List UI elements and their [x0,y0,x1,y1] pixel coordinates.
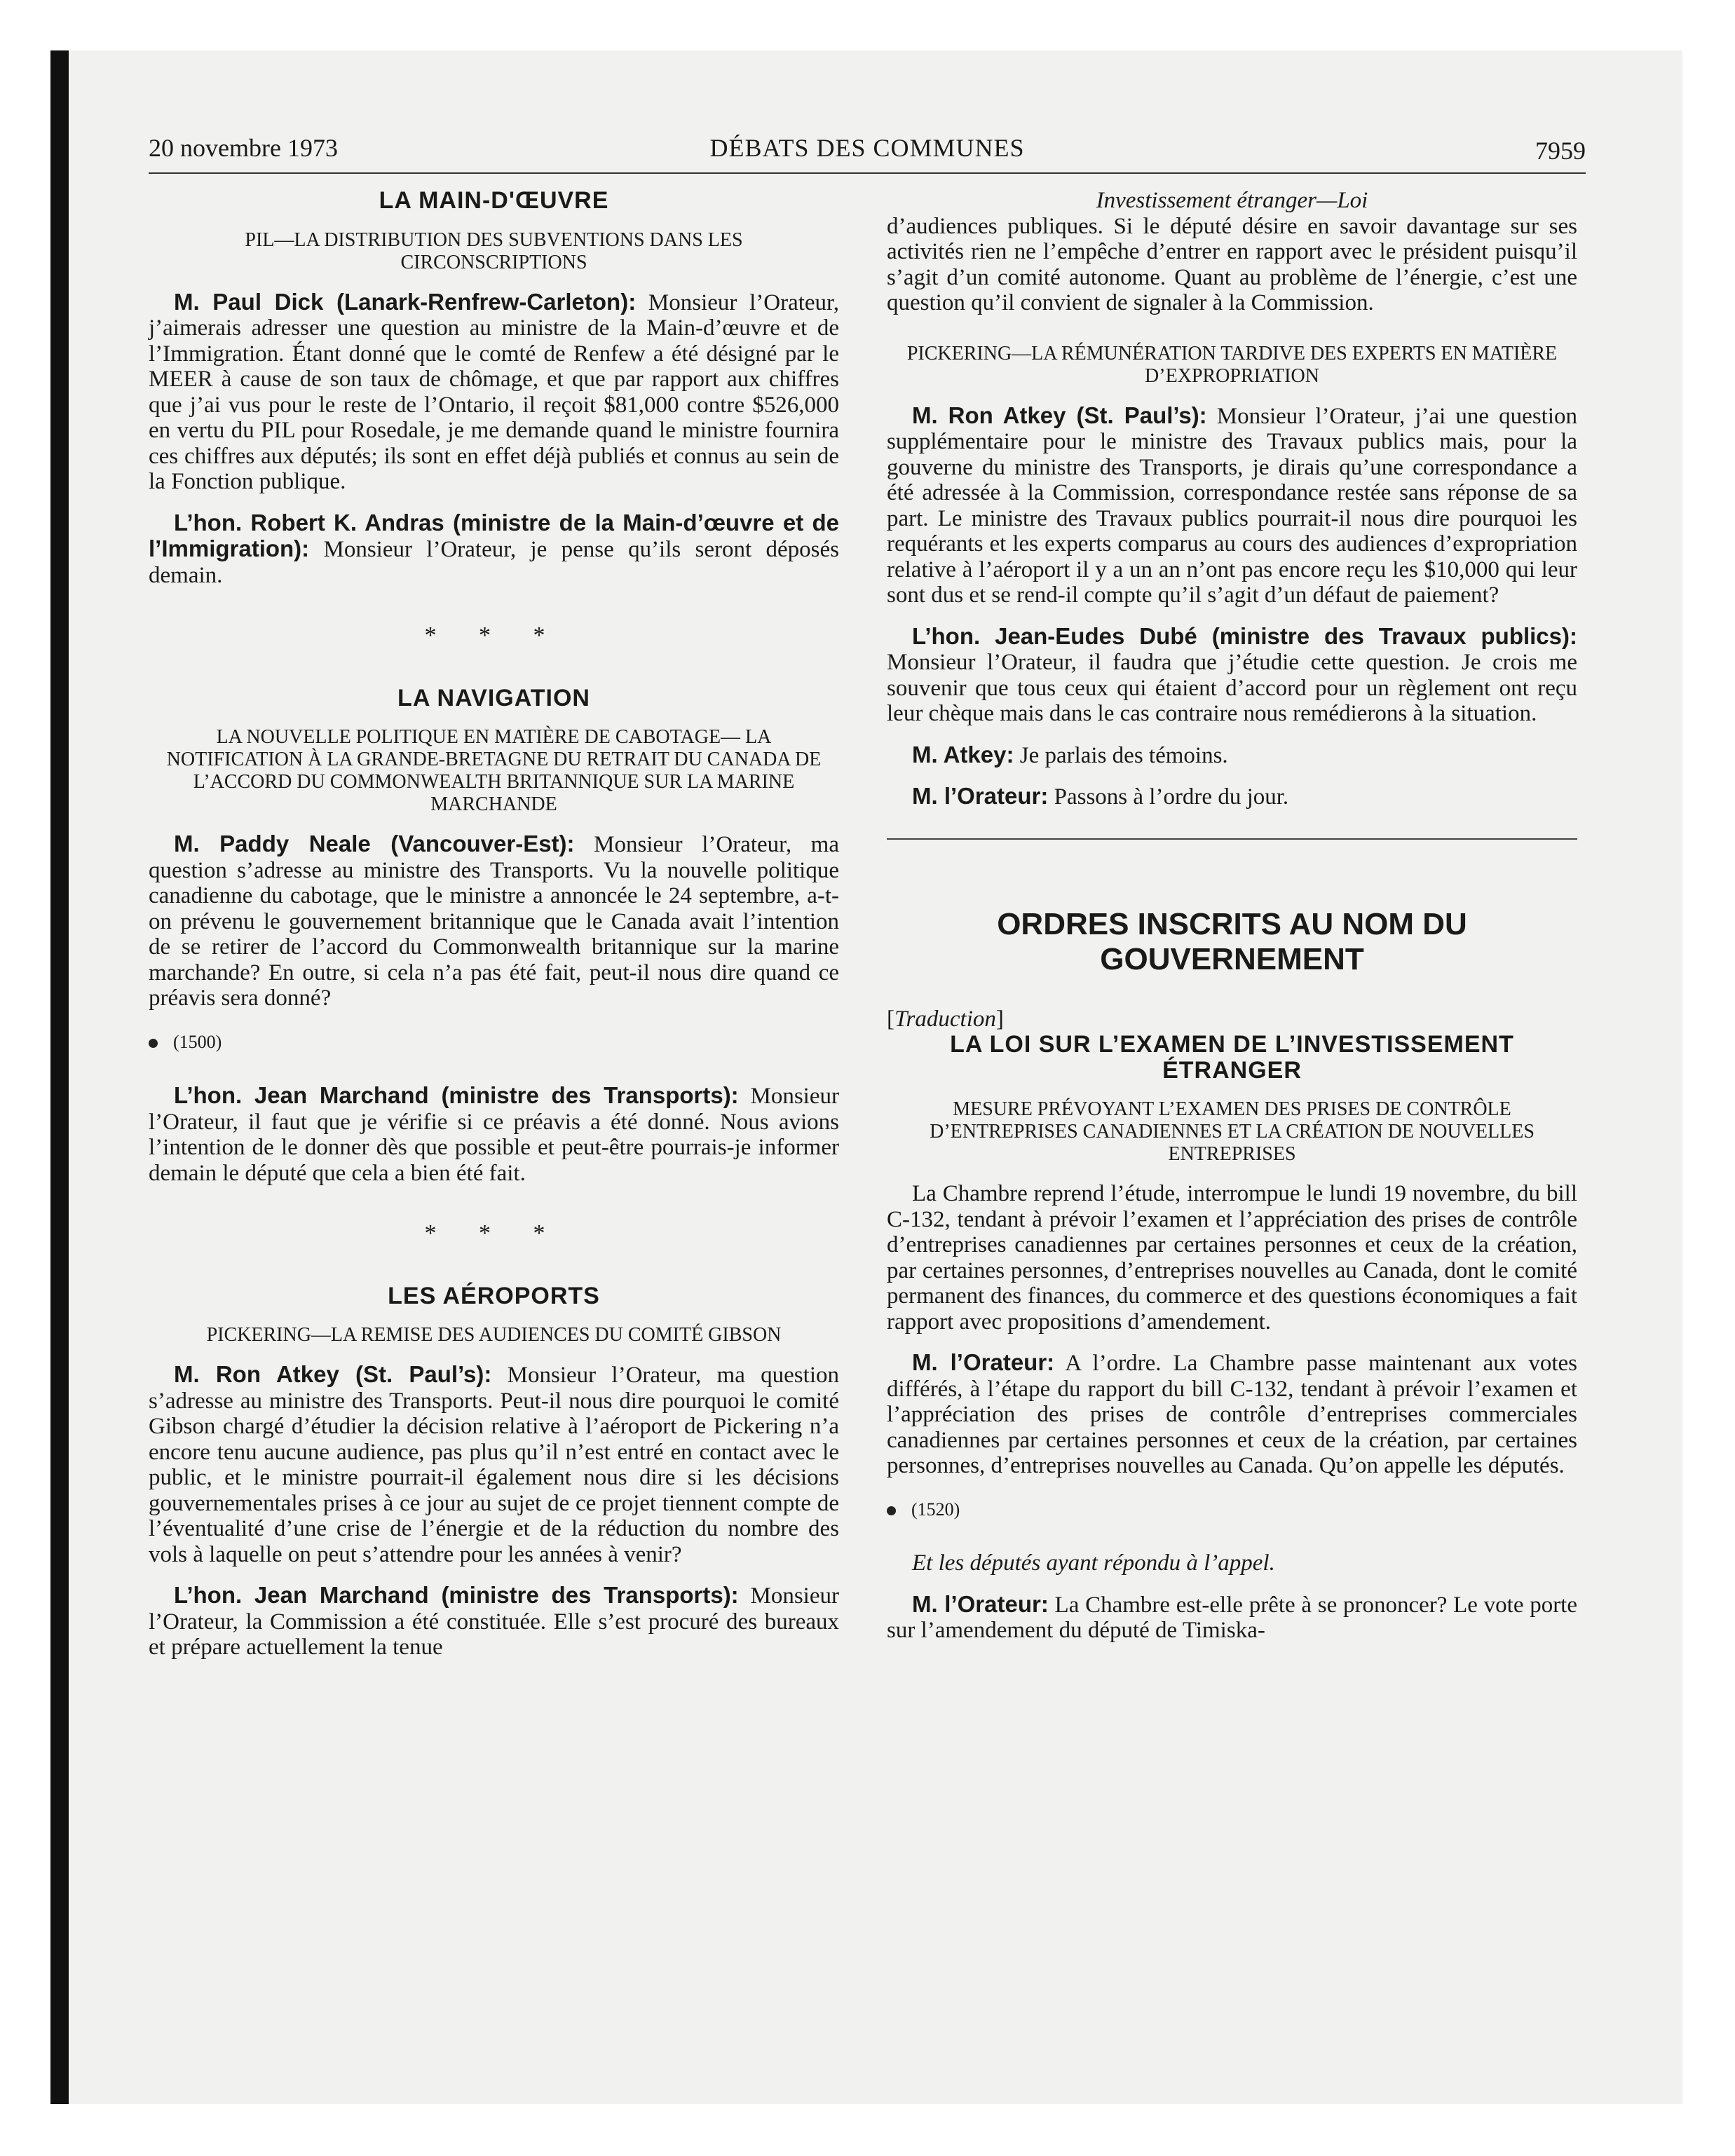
speaker-name: M. Paddy Neale (Vancouver-Est): [174,831,575,857]
paragraph-atkey-1 [149,1362,839,1567]
speaker-name: L’hon. Jean Marchand (ministre des Transports): [174,1082,739,1108]
section-separator: * * * [424,622,564,648]
speaker-name: M. l’Orateur: [912,1590,1049,1617]
header-date: 20 novembre 1973 [149,134,338,162]
speech-text: Monsieur l’Orateur, il faudra que j’étudie cette question. Je crois me souvenir que tous ceux qui étaient d’accord pour un règlement ont reçu leur chèque mais dans le cas contraire nous remédierons à la situation. [887,650,1577,726]
paragraph-chambre: La Chambre reprend l’étude, interrompue le lundi 19 novembre, du bill C-132, tendant à prévoir l’examen et l’appréciation des prises de contrôle d’entreprises canadiennes par certaines personnes et ceux de la création, par certaines personnes, d’entreprises nouvelles au Canada, dont le comité permanent des finances, du commerce et des questions économiques a fait rapport avec propositions d’amendement. [887,1181,1577,1335]
speech-text: Monsieur l’Orateur, ma question s’adresse au ministre des Transports. Peut-il nous dire pourquoi le comité Gibson chargé d’étudier la décision relative à l’aéroport de Pickering n’a encore tenu aucune audience, pas plus qu’il n’est entré en contact avec le public, et le ministre pourrait-il également nous dire si les décisions gouvernementales prises à ce jour au sujet de ce projet tiennent compte de l’éventualité d’une crise de l’énergie et de la réduction du nombre des vols à laquelle on peut s’attendre pour les années à venir? [149,1363,839,1567]
timestamp [149,1030,839,1056]
paragraph-continuation: d’audiences publiques. Si le député désire en savoir davantage sur ses activités rien ne l’empêche d’entrer en rapport avec le président puisqu’il s’agit d’un comité autonome. Quant au problème de l’énergie, c’est une question qu’il convient de signaler à la Commission. [887,213,1577,315]
timestamp-text: (1500) [173,1031,222,1052]
left-column [149,188,839,1975]
speaker-name: L’hon. Robert K. Andras (ministre de la Main-d’œuvre et de l’Immigration): [149,509,839,561]
stage-direction: Et les députés ayant répondu à l’appel. [912,1550,1275,1576]
bullet-icon [149,1039,158,1048]
header-title: DÉBATS DES COMMUNES [709,134,1025,162]
section-title-navigation: LA NAVIGATION [397,684,590,711]
timestamp-text: (1520) [911,1499,960,1520]
section-separator: * * * [424,1220,564,1246]
section-subtitle-expropriation: PICKERING—LA RÉMUNÉRATION TARDIVE DES EXPERTS EN MATIÈRE D’EXPROPRIATION [906,342,1558,387]
paragraph-dick [149,289,839,495]
speaker-name: L’hon. Jean-Eudes Dubé (ministre des Travaux publics): [912,622,1577,649]
speech-text: Monsieur l’Orateur, la Commission a été constituée. Elle s’est procuré des bureaux et prépare actuellement la tenue [149,1583,839,1660]
paragraph-atkey-2 [887,403,1577,608]
speech-text: Monsieur l’Orateur, il faut que je vérifie si ce préavis a été donné. Nous avions l’intention de le donner dès que possible et peut-être pourrais-je informer demain le député que cela a bien été fait. [149,1084,839,1186]
speaker-name: M. l’Orateur: [912,783,1049,809]
right-column [887,188,1577,1975]
translation-tag-text: Traduction [894,1006,996,1032]
paragraph-andras [149,510,839,589]
speaker-name: M. Paul Dick (Lanark-Renfrew-Carleton): [174,288,637,315]
speaker-name: M. Ron Atkey (St. Paul’s): [174,1361,492,1387]
section-subtitle-prises-controle: MESURE PRÉVOYANT L’EXAMEN DES PRISES DE CONTRÔLE D’ENTREPRISES CANADIENNES ET LA CRÉATION DE NOUVELLES ENTREPRISES [930,1098,1535,1165]
section-subtitle-gibson: PICKERING—LA REMISE DES AUDIENCES DU COMITÉ GIBSON [206,1324,782,1346]
section-title-aeroports: LES AÉROPORTS [388,1282,600,1309]
paragraph-atkey-3 [887,742,1577,769]
speaker-name: M. l’Orateur: [912,1349,1055,1375]
paragraph-neale [149,831,839,1011]
speech-text: Passons à l’ordre du jour. [1048,784,1289,810]
section-subtitle-pil: PIL—LA DISTRIBUTION DES SUBVENTIONS DANS LES CIRCONSCRIPTIONS [245,228,743,273]
speaker-name: M. Ron Atkey (St. Paul’s): [912,402,1207,428]
speech-text: Monsieur l’Orateur, je pense qu’ils seront déposés demain. [149,537,839,588]
page-header [149,133,1586,174]
horizontal-rule [887,838,1577,840]
section-subtitle-cabotage: LA NOUVELLE POLITIQUE EN MATIÈRE DE CABOTAGE— LA NOTIFICATION À LA GRANDE-BRETAGNE DU RETRAIT DU CANADA DE L’ACCORD DU COMMONWEALTH BRITANNIQUE SUR LA MARINE MARCHANDE [166,726,822,815]
speech-text: La Chambre est-elle prête à se prononcer? Le vote porte sur l’amendement du député de Timiska- [887,1592,1577,1643]
timestamp [887,1497,1577,1523]
paragraph-marchand-1 [149,1083,839,1186]
speech-text: Monsieur l’Orateur, ma question s’adresse au ministre des Transports. Vu la nouvelle politique canadienne du cabotage, que le ministre a annoncée le 24 septembre, a-t-on prévenu le gouvernement britannique que le Canada avait l’intention de se retirer de l’accord du Commonwealth britannique sur la marine marchande? En outre, si cela n’a pas été fait, peut-il nous dire quand ce préavis sera donné? [149,832,839,1011]
speech-text: A l’ordre. La Chambre passe maintenant aux votes différés, à l’étape du rapport du bill C-132, tendant à prévoir l’examen et l’appréciation des prises de contrôle d’entreprises commerciales canadiennes par certaines personnes et ceux de la création, par certaines personnes, d’entreprises nouvelles au Canada. Qu’on appelle les députés. [887,1351,1578,1478]
paragraph-orateur-3 [887,1592,1577,1644]
binding-edge [50,50,69,2104]
section-title-main-doeuvre: LA MAIN-D'ŒUVRE [379,187,609,214]
section-title-investissement: LA LOI SUR L’EXAMEN DE L’INVESTISSEMENT ÉTRANGER [950,1031,1514,1084]
speech-text: Je parlais des témoins. [1014,742,1228,768]
major-heading: ORDRES INSCRITS AU NOM DU GOUVERNEMENT [997,906,1467,976]
page-number: 7959 [1535,137,1586,165]
speaker-name: M. Atkey: [912,741,1014,767]
speech-text: Monsieur l’Orateur, j’ai une question supplémentaire pour le ministre des Travaux publics mais, pour la gouverne du ministre des Transports, je dirais qu’une correspondance a été adressée à la Commission, correspondance restée sans réponse de sa part. Le ministre des Travaux publics pourrait-il nous dire pourquoi les requérants et les experts comparus au cours des audiences d’expropriation relative à l’aéroport il y a un an n’ont pas encore reçu les $10,000 qui leur sont dus et se rend-il compte qu’il s’agit d’un défaut de paiement? [887,403,1578,608]
paragraph-marchand-2 [149,1583,839,1660]
speaker-name: L’hon. Jean Marchand (ministre des Transports): [174,1582,739,1608]
running-head: Investissement étranger—Loi [1096,188,1368,213]
bullet-icon [887,1506,896,1515]
speech-text: Monsieur l’Orateur, j’aimerais adresser une question au ministre de la Main-d’œuvre et de l’Immigration. Étant donné que le comté de Renfew a été désigné par le MEER à cause de son taux de chômage, et que par rapport aux chiffres que j’ai vus pour le reste de l’Ontario, il reçoit $81,000 contre $526,000 en vertu du PIL pour Rosedale, je me demande quand le ministre fournira ces chiffres aux députés; ils sont en effet déjà publiés et connus au sein de la Fonction publique. [149,289,839,494]
translation-tag: [Traduction] [887,1006,1004,1032]
paragraph-orateur-2 [887,1350,1577,1479]
paragraph-dube [887,624,1577,727]
paragraph-orateur-1 [887,784,1577,810]
